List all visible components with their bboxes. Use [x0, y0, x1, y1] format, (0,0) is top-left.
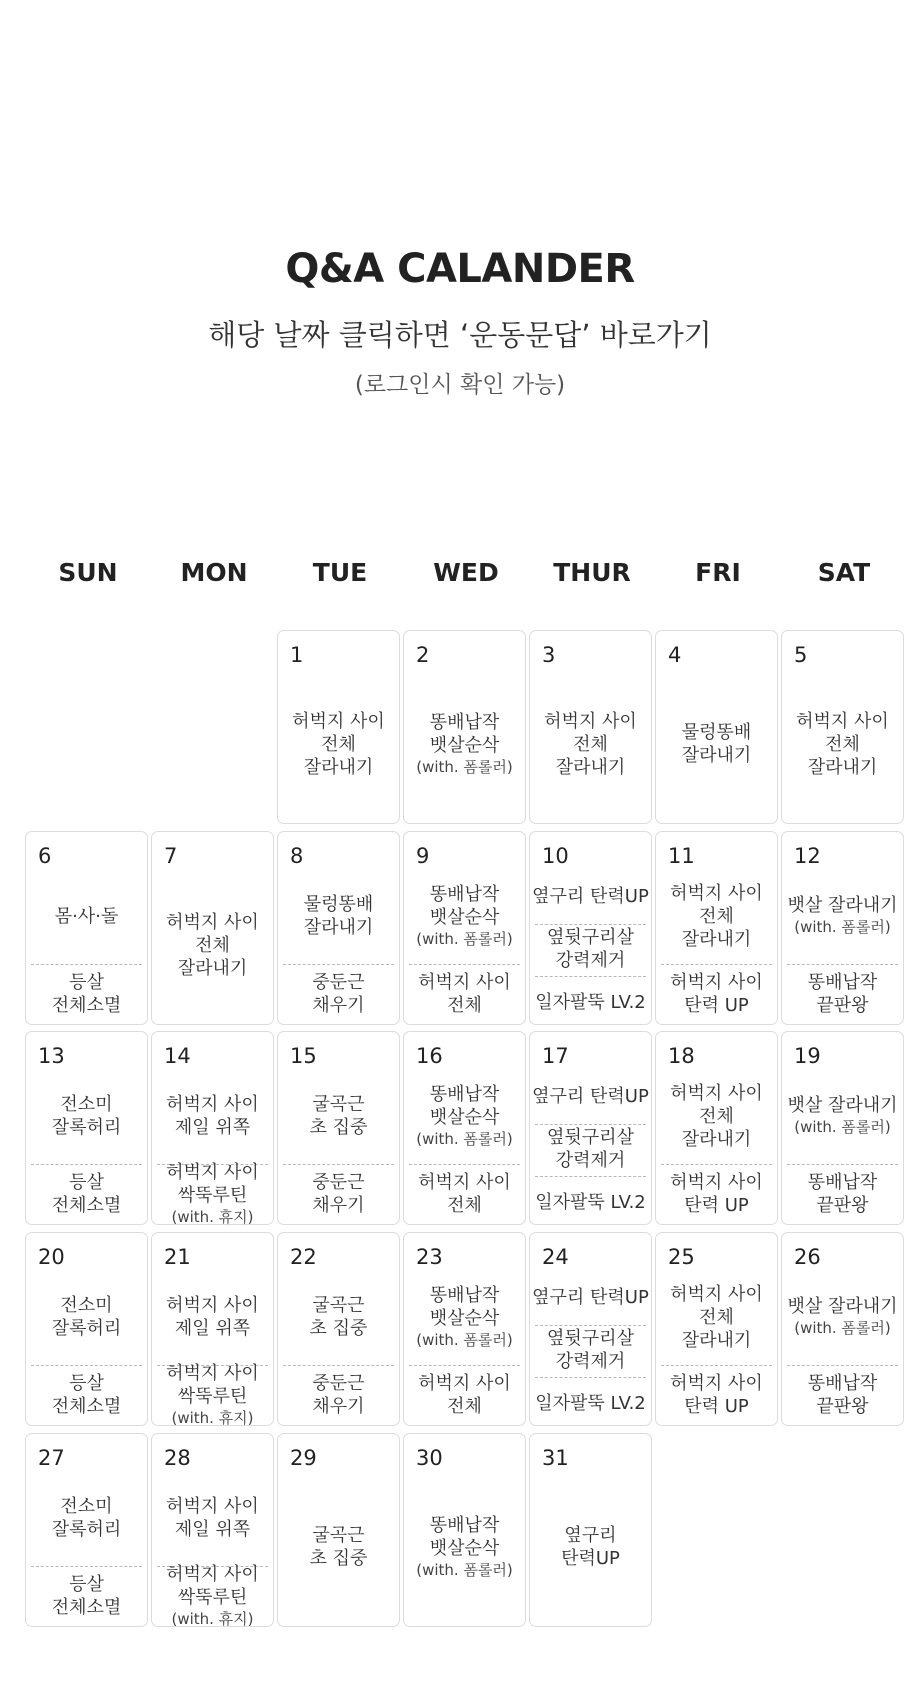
routine-segment — [656, 1162, 777, 1226]
routine-line: 똥배납작 — [429, 883, 500, 905]
routine-line: (with. 휴지) — [171, 1408, 254, 1427]
routine-line: 잘라내기 — [681, 928, 752, 950]
routine-line: (with. 폼롤러) — [794, 1118, 891, 1136]
routine-line: 전체 — [573, 733, 608, 755]
routine-line: 전체 — [447, 995, 482, 1016]
day-number: 4 — [668, 643, 682, 667]
routine-line: 싹뚝루틴 — [177, 1385, 248, 1407]
segment-divider — [535, 1176, 646, 1177]
routine-line: 일자팔뚝 LV.2 — [535, 991, 646, 1013]
weekday-wed: WED — [433, 558, 499, 587]
day-number: 13 — [38, 1044, 65, 1068]
routine-line: 전체 — [321, 733, 356, 755]
routine-segment — [782, 669, 903, 819]
routine-segment — [530, 1325, 651, 1375]
routine-line: (with. 폼롤러) — [416, 929, 513, 948]
routine-line: 뱃살순삭 — [429, 1537, 500, 1559]
day-cell-19[interactable] — [781, 1031, 904, 1225]
routine-line: 물렁똥배 — [303, 894, 374, 915]
routine-segment — [152, 1472, 273, 1564]
day-number: 17 — [542, 1044, 569, 1068]
routine-segment — [26, 962, 147, 1026]
day-number: 2 — [416, 643, 430, 667]
routine-line: 전체소멸 — [51, 1597, 122, 1618]
routine-line: 전체소멸 — [51, 1195, 122, 1216]
day-number: 14 — [164, 1044, 191, 1068]
routine-line: 잘라내기 — [681, 1329, 752, 1351]
routine-line: 똥배납작 — [807, 972, 878, 993]
day-number: 23 — [416, 1245, 443, 1269]
routine-line: 허벅지 사이 — [796, 710, 889, 732]
day-cell-12[interactable] — [781, 831, 904, 1025]
day-number: 7 — [164, 844, 178, 868]
routine-line: (with. 휴지) — [171, 1609, 254, 1628]
routine-line: 허벅지 사이 — [166, 1362, 259, 1384]
page-subtitle: 해당 날짜 클릭하면 ‘운동문답’ 바로가기 — [208, 318, 712, 352]
routine-segment — [152, 1363, 273, 1427]
routine-line: 허벅지 사이 — [166, 911, 259, 933]
routine-line: (with. 휴지) — [171, 1207, 254, 1226]
routine-line: 탄력UP — [561, 1548, 620, 1569]
routine-line: 전체 — [447, 1195, 482, 1216]
routine-line: 굴곡근 — [312, 1525, 365, 1546]
routine-segment — [530, 669, 651, 819]
routine-line: 허벅지 사이 — [670, 972, 763, 993]
day-number: 1 — [290, 643, 304, 667]
day-number: 25 — [668, 1245, 695, 1269]
routine-segment — [404, 870, 525, 962]
weekday-sat: SAT — [817, 558, 871, 587]
routine-line: 잘록허리 — [51, 1519, 122, 1540]
routine-line: 전체 — [699, 1105, 734, 1127]
day-cell-5[interactable] — [781, 630, 904, 824]
routine-line: 탄력 UP — [684, 1195, 749, 1216]
routine-line: 중둔근 — [312, 972, 365, 993]
routine-line: 허벅지 사이 — [292, 710, 385, 732]
day-number: 5 — [794, 643, 808, 667]
routine-segment — [782, 1162, 903, 1226]
routine-line: 허벅지 사이 — [670, 1373, 763, 1394]
routine-line: 굴곡근 — [312, 1295, 365, 1316]
routine-line: 탄력 UP — [684, 1396, 749, 1417]
routine-segment — [530, 1271, 651, 1323]
routine-segment — [278, 1271, 399, 1363]
day-number: 24 — [542, 1245, 569, 1269]
routine-segment — [530, 1381, 651, 1425]
day-cell-18[interactable] — [655, 1031, 778, 1225]
routine-segment — [530, 870, 651, 922]
routine-line: 끝판왕 — [816, 995, 869, 1016]
day-cell-28[interactable] — [151, 1433, 274, 1627]
segment-divider — [535, 976, 646, 977]
weekday-tue: TUE — [312, 558, 368, 587]
routine-segment — [404, 669, 525, 819]
routine-line: 강력제거 — [555, 950, 626, 971]
routine-line: 허벅지 사이 — [670, 1082, 763, 1104]
routine-segment — [656, 870, 777, 962]
routine-line: 허벅지 사이 — [418, 972, 511, 993]
routine-segment — [152, 1070, 273, 1162]
routine-line: 잘록허리 — [51, 1318, 122, 1339]
routine-segment — [656, 962, 777, 1026]
day-cell-11[interactable] — [655, 831, 778, 1025]
routine-line: 잘라내기 — [303, 917, 374, 938]
routine-segment — [26, 1363, 147, 1427]
routine-line: 잘라내기 — [681, 745, 752, 766]
routine-line: 똥배납작 — [429, 1083, 500, 1105]
routine-segment — [782, 1363, 903, 1427]
day-cell-4[interactable] — [655, 630, 778, 824]
login-note: (로그인시 확인 가능) — [354, 372, 566, 398]
routine-segment — [404, 1271, 525, 1363]
routine-line: (with. 폼롤러) — [794, 1319, 891, 1337]
day-cell-25[interactable] — [655, 1232, 778, 1426]
routine-line: 초 집중 — [309, 1117, 368, 1138]
routine-line: 전체 — [447, 1396, 482, 1417]
routine-line: 채우기 — [312, 995, 365, 1016]
routine-line: (with. 폼롤러) — [416, 757, 513, 776]
routine-line: 잘라내기 — [555, 756, 626, 778]
routine-segment — [152, 1271, 273, 1363]
day-number: 19 — [794, 1044, 821, 1068]
day-cell-9[interactable] — [403, 831, 526, 1025]
routine-segment — [278, 962, 399, 1026]
routine-line: 채우기 — [312, 1396, 365, 1417]
day-number: 11 — [668, 844, 695, 868]
routine-segment — [782, 1271, 903, 1363]
day-number: 27 — [38, 1446, 65, 1470]
weekday-sun: SUN — [58, 558, 118, 587]
routine-segment — [152, 870, 273, 1020]
routine-line: 등살 — [69, 1172, 104, 1193]
routine-line: 허벅지 사이 — [166, 1161, 259, 1183]
routine-line: 옆뒷구리살 — [547, 1328, 634, 1349]
routine-line: 채우기 — [312, 1195, 365, 1216]
day-cell-24[interactable] — [529, 1232, 652, 1426]
routine-segment — [278, 870, 399, 962]
routine-segment — [656, 669, 777, 819]
routine-line: 전체 — [195, 934, 230, 956]
day-cell-17[interactable] — [529, 1031, 652, 1225]
routine-line: 옆뒷구리살 — [547, 927, 634, 948]
day-number: 18 — [668, 1044, 695, 1068]
routine-segment — [26, 1564, 147, 1628]
day-cell-13[interactable] — [25, 1031, 148, 1225]
routine-segment — [278, 1472, 399, 1622]
routine-segment — [278, 1363, 399, 1427]
routine-line: 전체소멸 — [51, 995, 122, 1016]
routine-line: 허벅지 사이 — [418, 1373, 511, 1394]
routine-segment — [404, 1472, 525, 1622]
routine-segment — [530, 1070, 651, 1122]
routine-line: 끝판왕 — [816, 1195, 869, 1216]
day-cell-22[interactable] — [277, 1232, 400, 1426]
routine-line: (with. 폼롤러) — [794, 918, 891, 936]
routine-segment — [530, 980, 651, 1024]
routine-line: 똥배납작 — [807, 1172, 878, 1193]
routine-line: 똥배납작 — [429, 1284, 500, 1306]
day-number: 6 — [38, 844, 52, 868]
routine-line: 물렁똥배 — [681, 722, 752, 743]
routine-line: 뱃살순삭 — [429, 1307, 500, 1329]
routine-line: 일자팔뚝 LV.2 — [535, 1392, 646, 1414]
routine-line: 옆구리 탄력UP — [532, 1286, 649, 1308]
routine-line: 잘라내기 — [681, 1128, 752, 1150]
routine-segment — [530, 1124, 651, 1174]
routine-line: 옆뒷구리살 — [547, 1127, 634, 1148]
day-number: 31 — [542, 1446, 569, 1470]
segment-divider — [535, 1377, 646, 1378]
routine-line: 전소미 — [60, 1094, 113, 1115]
routine-line: 옆구리 — [564, 1525, 617, 1546]
routine-line: 등살 — [69, 1574, 104, 1595]
routine-line: 허벅지 사이 — [166, 1094, 259, 1115]
routine-line: 잘라내기 — [303, 756, 374, 778]
routine-line: 허벅지 사이 — [166, 1295, 259, 1316]
routine-line: 똥배납작 — [807, 1373, 878, 1394]
routine-line: 잘라내기 — [177, 957, 248, 979]
routine-segment — [26, 870, 147, 962]
routine-line: 허벅지 사이 — [166, 1563, 259, 1585]
routine-line: 등살 — [69, 972, 104, 993]
page-title: Q&A CALANDER — [285, 246, 635, 292]
day-number: 28 — [164, 1446, 191, 1470]
day-cell-3[interactable] — [529, 630, 652, 824]
day-number: 16 — [416, 1044, 443, 1068]
routine-line: (with. 폼롤러) — [416, 1129, 513, 1148]
day-cell-20[interactable] — [25, 1232, 148, 1426]
routine-segment — [26, 1472, 147, 1564]
routine-line: 옆구리 탄력UP — [532, 885, 649, 907]
day-cell-8[interactable] — [277, 831, 400, 1025]
routine-line: (with. 폼롤러) — [416, 1330, 513, 1349]
routine-line: 중둔근 — [312, 1172, 365, 1193]
day-cell-15[interactable] — [277, 1031, 400, 1225]
day-cell-27[interactable] — [25, 1433, 148, 1627]
routine-line: 탄력 UP — [684, 995, 749, 1016]
routine-segment — [278, 1162, 399, 1226]
routine-line: 전소미 — [60, 1295, 113, 1316]
routine-line: 옆구리 탄력UP — [532, 1085, 649, 1107]
routine-line: 전소미 — [60, 1496, 113, 1517]
routine-line: 뱃살순삭 — [429, 1106, 500, 1128]
day-number: 26 — [794, 1245, 821, 1269]
day-number: 3 — [542, 643, 556, 667]
routine-line: 잘록허리 — [51, 1117, 122, 1138]
routine-line: 제일 위쪽 — [174, 1318, 251, 1339]
routine-segment — [782, 962, 903, 1026]
routine-segment — [26, 1070, 147, 1162]
routine-line: 제일 위쪽 — [174, 1117, 251, 1138]
routine-line: 뱃살순삭 — [429, 734, 500, 756]
day-cell-29[interactable] — [277, 1433, 400, 1627]
routine-line: 끝판왕 — [816, 1396, 869, 1417]
routine-line: 허벅지 사이 — [166, 1496, 259, 1517]
routine-line: 뱃살 잘라내기 — [787, 1095, 898, 1116]
weekday-fri: FRI — [695, 558, 741, 587]
routine-line: 등살 — [69, 1373, 104, 1394]
routine-segment — [530, 1472, 651, 1622]
day-cell-21[interactable] — [151, 1232, 274, 1426]
routine-line: 똥배납작 — [429, 1514, 500, 1536]
routine-line: 전체 — [699, 905, 734, 927]
day-number: 8 — [290, 844, 304, 868]
routine-line: (with. 폼롤러) — [416, 1560, 513, 1579]
day-number: 10 — [542, 844, 569, 868]
routine-segment — [26, 1162, 147, 1226]
routine-segment — [152, 1564, 273, 1628]
routine-line: 초 집중 — [309, 1548, 368, 1569]
day-cell-7[interactable] — [151, 831, 274, 1025]
day-cell-26[interactable] — [781, 1232, 904, 1426]
routine-line: 허벅지 사이 — [670, 882, 763, 904]
day-cell-10[interactable] — [529, 831, 652, 1025]
routine-line: 제일 위쪽 — [174, 1519, 251, 1540]
routine-segment — [404, 1162, 525, 1226]
routine-line: 강력제거 — [555, 1351, 626, 1372]
routine-segment — [278, 1070, 399, 1162]
routine-line: 싹뚝루틴 — [177, 1586, 248, 1608]
day-cell-16[interactable] — [403, 1031, 526, 1225]
routine-line: 중둔근 — [312, 1373, 365, 1394]
routine-line: 몸·사·돌 — [54, 905, 119, 927]
routine-line: 전체 — [825, 733, 860, 755]
routine-line: 허벅지 사이 — [418, 1172, 511, 1193]
routine-segment — [782, 870, 903, 962]
routine-line: 허벅지 사이 — [670, 1172, 763, 1193]
routine-line: 잘라내기 — [807, 756, 878, 778]
day-number: 22 — [290, 1245, 317, 1269]
routine-line: 강력제거 — [555, 1150, 626, 1171]
routine-segment — [656, 1363, 777, 1427]
day-number: 20 — [38, 1245, 65, 1269]
routine-segment — [404, 1070, 525, 1162]
day-cell-23[interactable] — [403, 1232, 526, 1426]
day-number: 12 — [794, 844, 821, 868]
routine-segment — [404, 1363, 525, 1427]
routine-segment — [152, 1162, 273, 1226]
routine-segment — [26, 1271, 147, 1363]
day-cell-30[interactable] — [403, 1433, 526, 1627]
routine-line: 뱃살 잘라내기 — [787, 895, 898, 916]
routine-line: 일자팔뚝 LV.2 — [535, 1191, 646, 1213]
routine-line: 싹뚝루틴 — [177, 1184, 248, 1206]
routine-segment — [656, 1070, 777, 1162]
routine-segment — [530, 1180, 651, 1224]
routine-line: 뱃살 잘라내기 — [787, 1296, 898, 1317]
day-cell-6[interactable] — [25, 831, 148, 1025]
routine-line: 똥배납작 — [429, 711, 500, 733]
routine-line: 뱃살순삭 — [429, 906, 500, 928]
routine-line: 허벅지 사이 — [670, 1283, 763, 1305]
routine-line: 초 집중 — [309, 1318, 368, 1339]
routine-segment — [404, 962, 525, 1026]
routine-line: 굴곡근 — [312, 1094, 365, 1115]
weekday-thur: THUR — [553, 558, 631, 587]
day-cell-31[interactable] — [529, 1433, 652, 1627]
routine-segment — [782, 1070, 903, 1162]
routine-line: 전체 — [699, 1306, 734, 1328]
routine-segment — [656, 1271, 777, 1363]
day-number: 29 — [290, 1446, 317, 1470]
routine-segment — [530, 924, 651, 974]
day-cell-1[interactable] — [277, 630, 400, 824]
day-number: 30 — [416, 1446, 443, 1470]
day-number: 21 — [164, 1245, 191, 1269]
day-number: 15 — [290, 1044, 317, 1068]
day-cell-2[interactable] — [403, 630, 526, 824]
routine-line: 전체소멸 — [51, 1396, 122, 1417]
day-cell-14[interactable] — [151, 1031, 274, 1225]
routine-line: 허벅지 사이 — [544, 710, 637, 732]
routine-segment — [278, 669, 399, 819]
day-number: 9 — [416, 844, 430, 868]
weekday-mon: MON — [180, 558, 248, 587]
